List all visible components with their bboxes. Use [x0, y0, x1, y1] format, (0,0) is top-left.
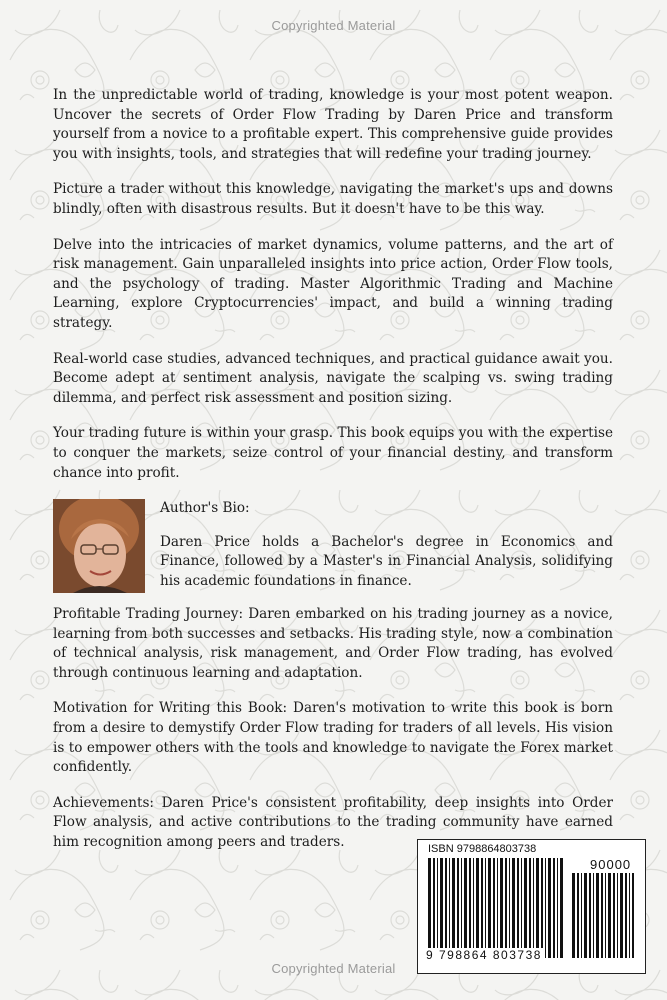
- isbn-barcode: [417, 839, 646, 974]
- isbn-label: ISBN 9798864803738: [428, 843, 537, 855]
- author-bio-section: [53, 499, 613, 601]
- bio-paragraph: Achievements: Daren Price's consistent profitability, deep insights into Order Flow analysis, and active contributions to the trading community have earned him recognition among peers and traders.: [53, 794, 613, 851]
- price-code: 90000: [590, 857, 632, 872]
- bio-heading: Author's Bio:: [160, 500, 250, 517]
- blurb-paragraph: Real-world case studies, advanced techniques, and practical guidance await you. Become adept at sentiment analysis, navigate the scalping vs. swing trading dilemma, and perfect risk assessment and position sizing.: [53, 350, 613, 406]
- bio-intro: Daren Price holds a Bachelor's degree in Economics and Finance, followed by a Master's in Financial Analysis, solidifying his academic foundations in finance.: [160, 533, 613, 589]
- author-photo: [53, 499, 145, 593]
- author-bio-text: [160, 499, 613, 605]
- blurb-paragraph: In the unpredictable world of trading, knowledge is your most potent weapon. Uncover the secrets of Order Flow Trading by Daren Price and transform yourself from a novice to a profitable expert. This comprehensive guide provides you with insights, tools, and strategies that will redefine your trading journey.: [53, 87, 613, 162]
- back-cover-text: [53, 86, 613, 869]
- bio-paragraph: Motivation for Writing this Book: Daren's motivation to write this book is born from a desire to demystify Order Flow trading for traders of all levels. His vision is to empower others with the tools and knowledge to navigate the Forex market confidently.: [53, 700, 613, 776]
- blurb-paragraph: Delve into the intricacies of market dynamics, volume patterns, and the art of risk management. Gain unparalleled insights into price action, Order Flow tools, and the psychology of trading. Master Algorithmic Trading and Machine Learning, explore Cryptocurrencies' impact, and build a winning trading strategy.: [53, 236, 613, 331]
- copyright-watermark-top: Copyrighted Material: [271, 18, 396, 33]
- blurb-paragraph: Picture a trader without this knowledge, navigating the market's ups and downs blindly, often with disastrous results. But it doesn't have to be this way.: [53, 181, 613, 217]
- barcode-bars: [428, 858, 565, 958]
- bio-paragraph: Profitable Trading Journey: Daren embarked on his trading journey as a novice, learning from both successes and setbacks. His trading style, now a combination of technical analysis, risk management, and Order Flow trading, has evolved through continuous learning and adaptation.: [53, 606, 613, 681]
- copyright-watermark-bottom: Copyrighted Material: [271, 961, 396, 976]
- blurb-paragraph: Your trading future is within your grasp. This book equips you with the expertise to conquer the markets, seize control of your financial destiny, and transform chance into profit.: [53, 425, 613, 481]
- price-barcode-bars: [572, 873, 634, 958]
- barcode-number: 9 798864 803738: [426, 948, 542, 962]
